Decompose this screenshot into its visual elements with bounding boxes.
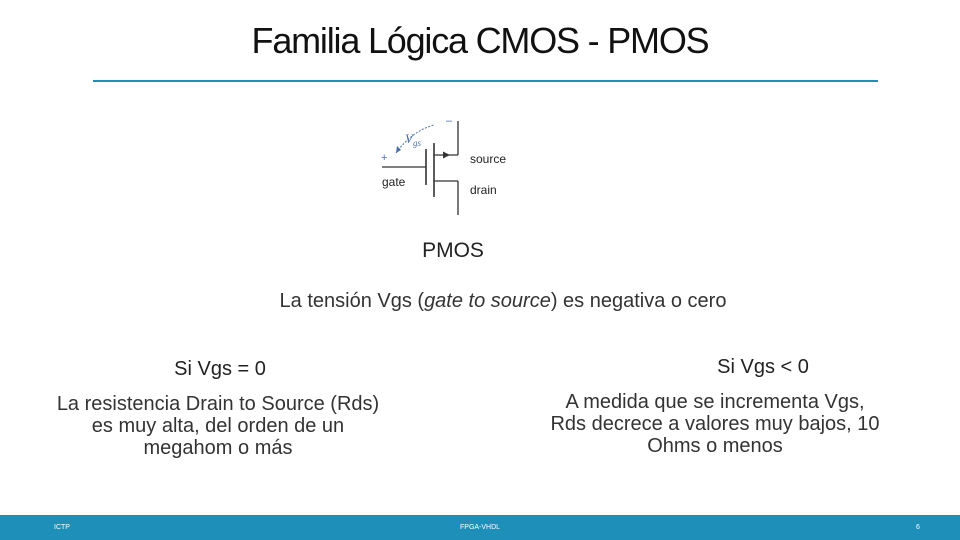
right-column [545, 355, 885, 457]
statement-text-start: La tensión Vgs ( [279, 290, 425, 312]
statement-italic-term: gate to source [424, 290, 551, 312]
footer-center-text: FPGA-VHDL [460, 524, 501, 531]
right-column-heading: Si Vgs < 0 [717, 356, 809, 378]
statement-text-end: ) es negativa o cero [550, 290, 727, 312]
diagram-caption: PMOS [422, 239, 484, 262]
left-column-heading: Si Vgs = 0 [174, 358, 266, 380]
left-column-body: La resistencia Drain to Source (Rds) es muy alta, del orden de un megahom o más [56, 393, 380, 459]
vgs-label: $V_{gs}$ [405, 131, 421, 148]
source-arrow [443, 152, 450, 159]
footer-bar [0, 515, 960, 540]
title-underline [93, 80, 878, 82]
drain-label: drain [470, 183, 497, 197]
footer-page-number: 6 [916, 524, 920, 531]
footer-left-text: ICTP [54, 524, 70, 531]
minus-sign: – [446, 115, 453, 127]
source-label: source [470, 152, 507, 166]
left-column [48, 357, 388, 459]
slide-title: Familia Lógica CMOS - PMOS [251, 20, 709, 61]
vgs-statement [0, 290, 960, 313]
gate-label: gate [382, 175, 406, 189]
pmos-transistor-diagram [372, 113, 522, 221]
right-column-body: A medida que se incrementa Vgs, Rds decrece a valores muy bajos, 10 Ohms o menos [550, 391, 880, 457]
plus-sign: + [381, 152, 388, 164]
